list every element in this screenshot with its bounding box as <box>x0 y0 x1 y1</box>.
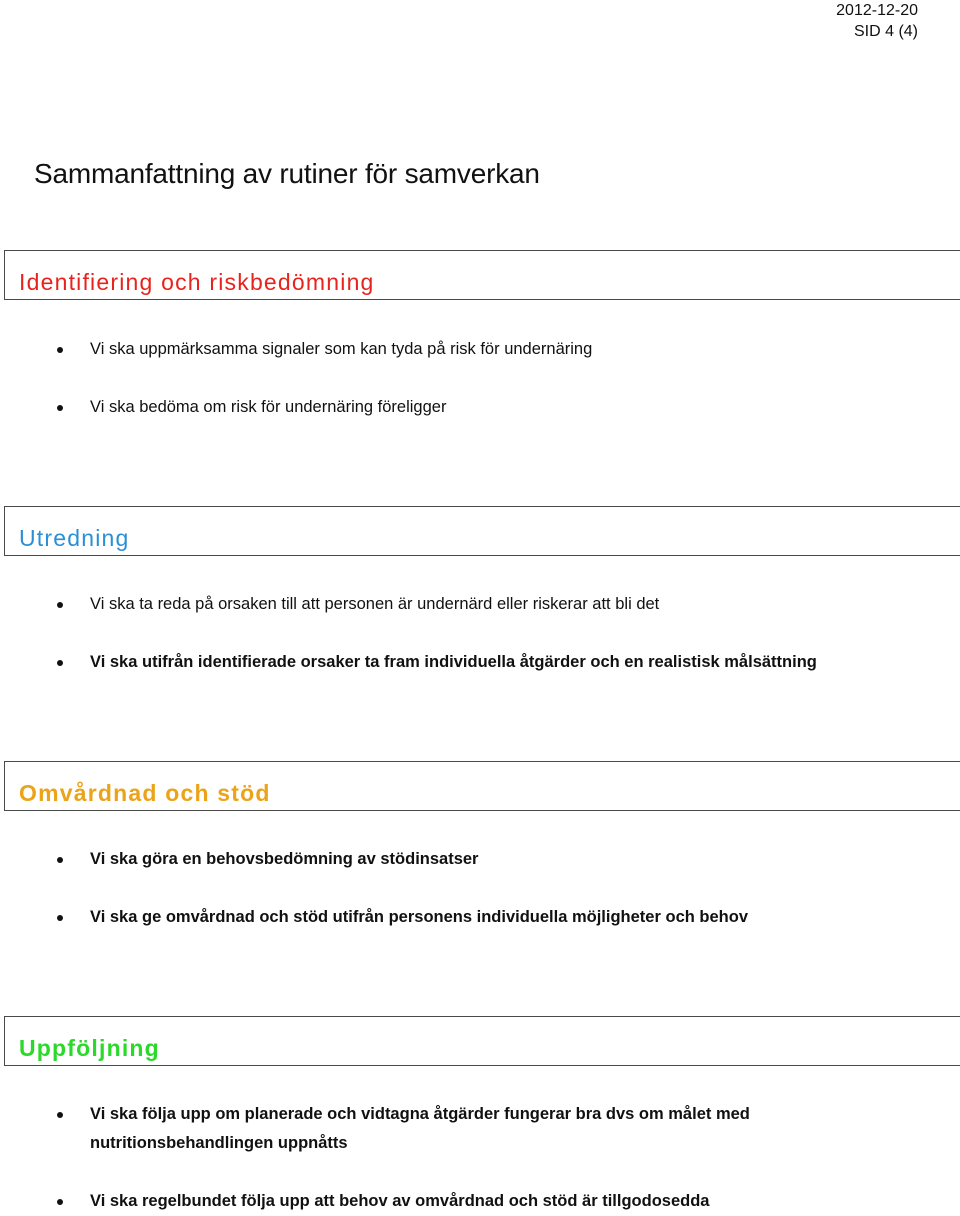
section-follow-up-title: Uppföljning <box>19 1035 160 1061</box>
list-item <box>0 845 960 874</box>
list-item <box>0 335 960 364</box>
section-follow-up-box <box>4 1016 960 1066</box>
list-item-text: Vi ska uppmärksamma signaler som kan tyda på risk för undernäring <box>90 340 593 358</box>
bullet-icon <box>57 405 63 411</box>
list-item-text: Vi ska ge omvårdnad och stöd utifrån personens individuella möjligheter och behov <box>90 908 748 926</box>
header-date: 2012-12-20 <box>836 2 918 19</box>
section-care-support-title: Omvårdnad och stöd <box>19 780 271 806</box>
bullet-icon <box>57 660 63 666</box>
list-item-text: Vi ska utifrån identifierade orsaker ta fram individuella åtgärder och en realistisk målsättning <box>90 653 817 671</box>
list-item-text: Vi ska följa upp om planerade och vidtagna åtgärder fungerar bra dvs om målet med nutritionsbehandlingen uppnåtts <box>90 1105 750 1152</box>
section-investigation-list <box>0 590 960 677</box>
page-header-meta <box>836 0 918 42</box>
section-investigation-box <box>4 506 960 556</box>
bullet-icon <box>57 602 63 608</box>
list-item <box>0 590 960 619</box>
list-item <box>0 393 960 422</box>
list-item-text: Vi ska göra en behovsbedömning av stödinsatser <box>90 850 479 868</box>
list-item <box>0 1100 960 1158</box>
section-follow-up-list <box>0 1100 960 1216</box>
bullet-icon <box>57 857 63 863</box>
list-item <box>0 648 960 677</box>
list-item <box>0 903 960 932</box>
list-item-text: Vi ska ta reda på orsaken till att personen är undernärd eller riskerar att bli det <box>90 595 660 613</box>
document-title: Sammanfattning av rutiner för samverkan <box>34 158 540 189</box>
list-item-text: Vi ska bedöma om risk för undernäring föreligger <box>90 398 447 416</box>
section-care-support-list <box>0 845 960 932</box>
header-page-number: SID 4 (4) <box>853 23 918 40</box>
section-investigation-title: Utredning <box>19 525 130 551</box>
bullet-icon <box>57 1112 63 1118</box>
bullet-icon <box>57 1199 63 1205</box>
list-item-text: Vi ska regelbundet följa upp att behov av omvårdnad och stöd är tillgodosedda <box>90 1192 710 1210</box>
section-care-support-box <box>4 761 960 811</box>
section-identification-box <box>4 250 960 300</box>
section-identification-list <box>0 335 960 422</box>
list-item <box>0 1187 960 1216</box>
bullet-icon <box>57 347 63 353</box>
bullet-icon <box>57 915 63 921</box>
section-identification-title: Identifiering och riskbedömning <box>19 269 375 295</box>
